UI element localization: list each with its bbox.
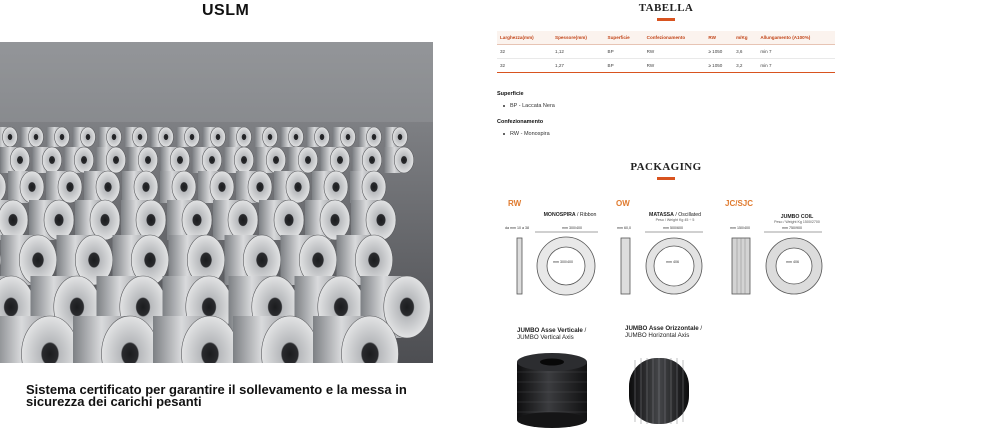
jumbo-vertical-coil-image	[513, 350, 591, 430]
table-cell: 3,2	[733, 59, 757, 73]
table-row	[497, 45, 835, 59]
jc-diameter-label: mm 750/900	[782, 226, 802, 230]
coil-face	[274, 200, 304, 240]
coil-face	[320, 200, 350, 240]
coil-face	[55, 127, 70, 147]
packaging-sub-jc: Peso / Weight Kg 1500/2700	[774, 220, 820, 224]
coil-face	[341, 127, 356, 147]
packaging-code-jc: JC/SJC	[725, 199, 754, 208]
jumbo-horizontal-coil-image	[623, 350, 695, 430]
coil-face	[202, 147, 222, 173]
coil-face	[263, 127, 278, 147]
jumbo-vertical-bold: JUMBO Asse Verticale	[517, 327, 583, 334]
col-header: Confezionamento	[644, 31, 706, 45]
col-header: m/Kg	[733, 31, 757, 45]
table-cell: 32	[497, 59, 552, 73]
packaging-title-underline	[657, 177, 675, 180]
coil-face	[136, 200, 166, 240]
coil-face	[10, 147, 30, 173]
coil-face	[96, 171, 120, 203]
col-header: Allungamento (A100%)	[757, 31, 835, 45]
table-cell: RW	[644, 59, 706, 73]
coil-face	[182, 200, 212, 240]
coil-face	[29, 127, 44, 147]
coil-face	[298, 147, 318, 173]
coil-face	[210, 171, 234, 203]
table-cell: min 7	[757, 59, 835, 73]
packaging-name-rest: / Ribbon	[575, 212, 597, 218]
ow-diagram	[613, 222, 723, 300]
rw-width-label: da mm 10 a 38	[505, 226, 529, 230]
rw-inner-label: mm 300/400	[553, 260, 573, 264]
jc-coil-drawing	[728, 222, 838, 300]
coil-face	[81, 127, 96, 147]
coil-face	[286, 171, 310, 203]
coil-face	[133, 127, 148, 147]
table-cell: RW	[644, 45, 706, 59]
packaging-item: RW - Monospira	[510, 131, 555, 137]
coil-face	[362, 171, 386, 203]
coil-face	[237, 127, 252, 147]
coil-face	[138, 147, 158, 173]
col-header: Superficie	[605, 31, 644, 45]
jumbo-vertical-rest: /	[582, 327, 587, 334]
coil-face	[42, 147, 62, 173]
packaging-sub-ow: Peso / Weight Kg 45 ÷ 5	[655, 218, 695, 222]
packaging-name-bold: JUMBO COIL	[780, 214, 814, 220]
col-header: Spessore(mm)	[552, 31, 605, 45]
coil-face	[185, 127, 200, 147]
table-cell: min 7	[757, 45, 835, 59]
table-title-underline	[657, 18, 675, 21]
jc-diagram	[728, 222, 838, 300]
ow-inner-label: mm 406	[666, 260, 679, 264]
coil-face	[362, 147, 382, 173]
rw-diagram	[505, 222, 615, 300]
coil-face	[234, 147, 254, 173]
table-cell: 32	[497, 45, 552, 59]
jc-width-label: mm 150/400	[730, 226, 750, 230]
coil-face	[394, 147, 414, 173]
table-cell: ≥ 1050	[705, 45, 733, 59]
coil-face	[90, 200, 120, 240]
col-header: Larghezza(mm)	[497, 31, 552, 45]
coil-face	[44, 200, 74, 240]
ow-diameter-label: mm 500/600	[663, 226, 683, 230]
coil-face	[211, 127, 226, 147]
packaging-name-bold: MONOSPIRA	[543, 212, 576, 218]
hero-image-steel-coils	[0, 42, 433, 363]
coil-face	[20, 171, 44, 203]
table-cell: BP	[605, 45, 644, 59]
jc-inner-label: mm 406	[786, 260, 799, 264]
jumbo-vertical-sub: JUMBO Vertical Axis	[517, 334, 574, 341]
table-cell: 1,12	[552, 45, 605, 59]
jumbo-horizontal-rest: /	[698, 325, 703, 332]
coil-face	[107, 127, 122, 147]
coil-face	[330, 147, 350, 173]
table-row	[497, 59, 835, 73]
coil-face	[170, 147, 190, 173]
coil-face	[3, 127, 18, 147]
brand-title: USLM	[202, 2, 250, 19]
spec-table-header-row	[497, 31, 835, 45]
packaging-name-bold: MATASSA	[649, 212, 674, 218]
packaging-name-rest: / Oscillated	[673, 212, 701, 218]
packaging-heading: Confezionamento	[497, 119, 544, 125]
packaging-section-title: PACKAGING	[630, 161, 702, 173]
jumbo-horizontal-bold: JUMBO Asse Orizzontale	[625, 325, 699, 332]
coil-face	[366, 200, 396, 240]
coil-face	[228, 200, 258, 240]
coil-face	[106, 147, 126, 173]
steel-coils-illustration	[0, 42, 433, 363]
table-cell: BP	[605, 59, 644, 73]
jumbo-vertical-label	[517, 327, 586, 341]
coil-face	[289, 127, 304, 147]
coil-face	[0, 200, 28, 240]
legend	[497, 91, 555, 147]
coil-face	[393, 127, 408, 147]
coil-face	[58, 171, 82, 203]
packaging-code-rw: RW	[508, 199, 522, 208]
coil-face	[315, 127, 330, 147]
table-cell: 3,6	[733, 45, 757, 59]
rw-diameter-label: mm 300/400	[562, 226, 582, 230]
coil-face	[172, 171, 196, 203]
coil-face	[266, 147, 286, 173]
ow-width-label: mm 60,0	[617, 226, 631, 230]
coil-face	[248, 171, 272, 203]
spec-table	[497, 31, 835, 73]
jumbo-horizontal-label	[625, 325, 702, 339]
headline: Sistema certificato per garantire il sollevamento e la messa in sicurezza dei carichi pesanti	[26, 382, 407, 409]
surface-heading: Superficie	[497, 91, 524, 97]
packaging-code-ow: OW	[616, 199, 630, 208]
coil-face	[134, 171, 158, 203]
coil-face	[324, 171, 348, 203]
table-cell: ≥ 1050	[705, 59, 733, 73]
col-header: RW	[705, 31, 733, 45]
table-section-title: TABELLA	[638, 2, 694, 14]
coil-face	[367, 127, 382, 147]
packaging-name-rw	[530, 212, 610, 218]
surface-item: BP - Laccata Nera	[510, 103, 555, 109]
coil-face	[159, 127, 174, 147]
table-cell: 1,27	[552, 59, 605, 73]
jumbo-horizontal-sub: JUMBO Horizontal Axis	[625, 332, 690, 339]
coil-face	[74, 147, 94, 173]
